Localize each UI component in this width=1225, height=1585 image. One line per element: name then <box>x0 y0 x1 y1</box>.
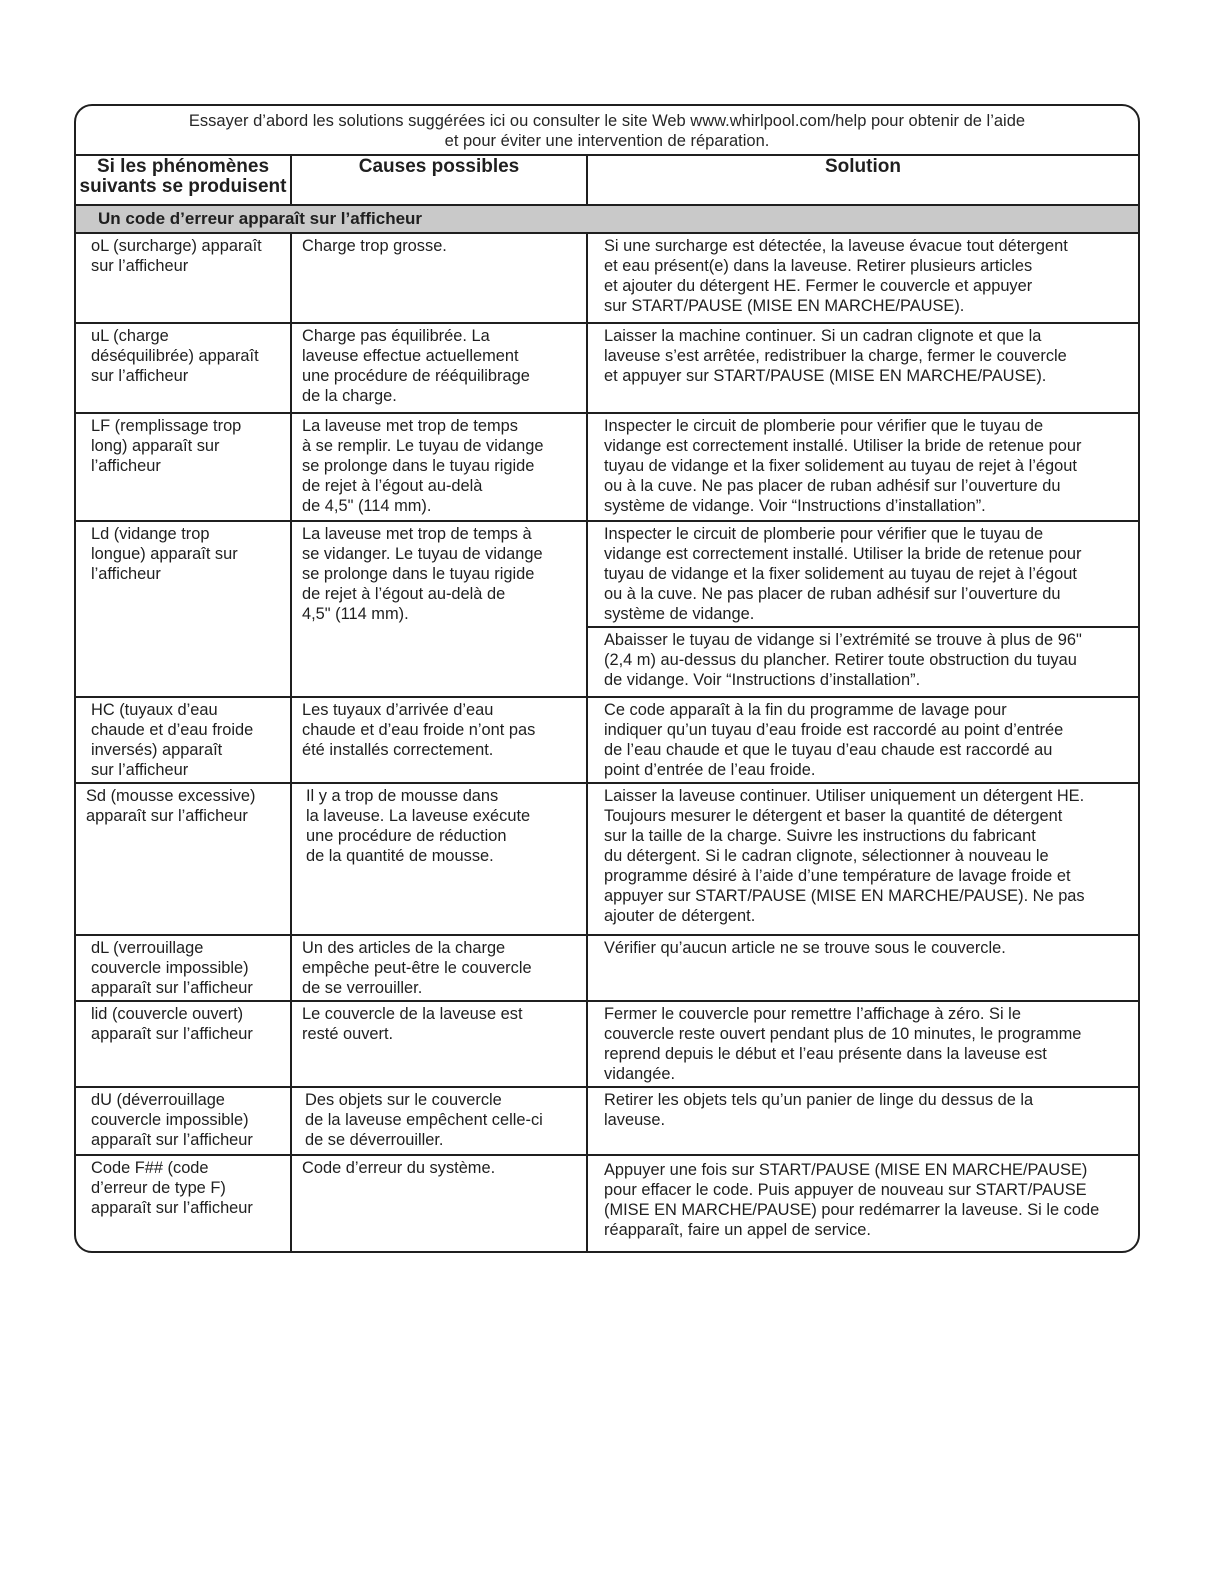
text-line: de se verrouiller. <box>302 979 423 997</box>
text-line: Inspecter le circuit de plomberie pour vérifier que le tuyau de <box>604 525 1044 543</box>
cause-cell <box>291 233 587 323</box>
text-line: de la laveuse empêchent celle-ci <box>305 1111 543 1129</box>
text-line: Si une surcharge est détectée, la laveuse évacue tout détergent <box>604 237 1068 255</box>
text-line: et eau présent(e) dans la laveuse. Retirer plusieurs articles <box>604 257 1033 275</box>
header-row <box>76 156 1138 205</box>
header-causes: Causes possibles <box>291 156 587 205</box>
table-row <box>76 935 1138 1001</box>
text-line: de se déverrouiller. <box>305 1131 444 1149</box>
table-row <box>76 323 1138 413</box>
text-line: resté ouvert. <box>302 1025 394 1043</box>
text-line: indiquer qu’un tuyau d’eau froide est raccordé au point d’entrée <box>604 721 1064 739</box>
intro-line-2: et pour éviter une intervention de réparation. <box>444 132 770 150</box>
problem-cell <box>76 1001 291 1087</box>
text-line: Laisser la laveuse continuer. Utiliser uniquement un détergent HE. <box>604 787 1085 805</box>
solution-cell <box>587 783 1138 935</box>
text-line: apparaît sur l’afficheur <box>86 807 248 825</box>
intro-note <box>76 106 1138 156</box>
text-line: de rejet à l’égout au-delà <box>302 477 483 495</box>
text-line: de rejet à l’égout au-delà de <box>302 585 506 603</box>
text-line: système de vidange. Voir “Instructions d’installation”. <box>604 497 986 515</box>
text-line: ajouter de détergent. <box>604 907 756 925</box>
text-line: une procédure de rééquilibrage <box>302 367 530 385</box>
text-line: Code d’erreur du système. <box>302 1159 496 1177</box>
text-line: ou à la cuve. Ne pas placer de ruban adhésif sur l’ouverture du <box>604 477 1061 495</box>
text-line: déséquilibrée) apparaît <box>91 347 259 365</box>
text-line: couvercle impossible) <box>91 959 249 977</box>
text-line: d’erreur de type F) <box>91 1179 226 1197</box>
text-line: été installés correctement. <box>302 741 494 759</box>
text-line: lid (couvercle ouvert) <box>91 1005 244 1023</box>
text-line: de la charge. <box>302 387 397 405</box>
text-line: laveuse. <box>604 1111 666 1129</box>
text-line: uL (charge <box>91 327 169 345</box>
cause-cell <box>291 413 587 521</box>
text-line: (2,4 m) au-dessus du plancher. Retirer toute obstruction du tuyau <box>604 651 1077 669</box>
solution-cell <box>587 1155 1138 1251</box>
text-line: dL (verrouillage <box>91 939 204 957</box>
header-problem-line-1: Si les phénomènes <box>96 156 270 177</box>
cause-cell <box>291 1001 587 1087</box>
solution-cell <box>587 1087 1138 1155</box>
table-row <box>76 1155 1138 1251</box>
text-line: Ce code apparaît à la fin du programme de lavage pour <box>604 701 1007 719</box>
solution-cell <box>587 935 1138 1001</box>
solution-cell <box>587 1001 1138 1087</box>
text-line: laveuse effectue actuellement <box>302 347 519 365</box>
text-line: chaude et d’eau froide n’ont pas <box>302 721 536 739</box>
text-line: Des objets sur le couvercle <box>305 1091 502 1109</box>
text-line: Sd (mousse excessive) <box>86 787 256 805</box>
problem-cell <box>76 697 291 783</box>
text-line: dU (déverrouillage <box>91 1091 225 1109</box>
problem-cell <box>76 935 291 1001</box>
text-line: oL (surcharge) apparaît <box>91 237 262 255</box>
troubleshooting-table-frame <box>74 104 1140 1253</box>
table-row <box>76 413 1138 521</box>
text-line: et appuyer sur START/PAUSE (MISE EN MARCHE/PAUSE). <box>604 367 1047 385</box>
text-line: se vidanger. Le tuyau de vidange <box>302 545 543 563</box>
text-line: Ld (vidange trop <box>91 525 210 543</box>
text-line: vidangée. <box>604 1065 676 1083</box>
text-line: LF (remplissage trop <box>91 417 242 435</box>
text-line: long) apparaît sur <box>91 437 220 455</box>
text-line: à se remplir. Le tuyau de vidange <box>302 437 544 455</box>
table-row <box>76 521 1138 627</box>
text-line: Il y a trop de mousse dans <box>306 787 499 805</box>
text-line: Charge pas équilibrée. La <box>302 327 490 345</box>
section-title: Un code d’erreur apparaît sur l’afficheur <box>76 205 1138 233</box>
text-line: reprend depuis le début et l’eau présente dans la laveuse est <box>604 1045 1047 1063</box>
table-row <box>76 233 1138 323</box>
text-line: de la quantité de mousse. <box>306 847 494 865</box>
text-line: inversés) apparaît <box>91 741 223 759</box>
cause-cell <box>291 1155 587 1251</box>
text-line: système de vidange. <box>604 605 755 623</box>
intro-line-1: Essayer d’abord les solutions suggérées ici ou consulter le site Web www.whirlpool.com/help pour obtenir de l’aide <box>188 112 1026 130</box>
text-line: du détergent. Si le cadran clignote, sélectionner à nouveau le <box>604 847 1049 865</box>
text-line: se prolonge dans le tuyau rigide <box>302 565 535 583</box>
text-line: de vidange. Voir “Instructions d’installation”. <box>604 671 921 689</box>
text-line: apparaît sur l’afficheur <box>91 1131 253 1149</box>
text-line: Les tuyaux d’arrivée d’eau <box>302 701 494 719</box>
text-line: l’afficheur <box>91 457 161 475</box>
text-line: appuyer sur START/PAUSE (MISE EN MARCHE/PAUSE). Ne pas <box>604 887 1085 905</box>
text-line: empêche peut-être le couvercle <box>302 959 532 977</box>
text-line: couvercle impossible) <box>91 1111 249 1129</box>
text-line: réapparaît, faire un appel de service. <box>604 1221 871 1239</box>
section-row <box>76 205 1138 233</box>
text-line: Appuyer une fois sur START/PAUSE (MISE EN MARCHE/PAUSE) <box>604 1161 1088 1179</box>
solution-cell <box>587 627 1138 697</box>
text-line: apparaît sur l’afficheur <box>91 979 253 997</box>
text-line: La laveuse met trop de temps à <box>302 525 532 543</box>
table-row <box>76 697 1138 783</box>
text-line: vidange est correctement installé. Utiliser la bride de retenue pour <box>604 545 1082 563</box>
problem-cell <box>76 783 291 935</box>
text-line: ou à la cuve. Ne pas placer de ruban adhésif sur l’ouverture du <box>604 585 1061 603</box>
text-line: HC (tuyaux d’eau <box>91 701 218 719</box>
text-line: apparaît sur l’afficheur <box>91 1199 253 1217</box>
text-line: tuyau de vidange et la fixer solidement au tuyau de rejet à l’égout <box>604 565 1077 583</box>
text-line: tuyau de vidange et la fixer solidement au tuyau de rejet à l’égout <box>604 457 1077 475</box>
solution-cell <box>587 233 1138 323</box>
text-line: et ajouter du détergent HE. Fermer le couvercle et appuyer <box>604 277 1033 295</box>
text-line: Vérifier qu’aucun article ne se trouve sous le couvercle. <box>604 939 1006 957</box>
table-row <box>76 1087 1138 1155</box>
cause-cell <box>291 697 587 783</box>
text-line: Toujours mesurer le détergent et baser la quantité de détergent <box>604 807 1063 825</box>
text-line: 4,5" (114 mm). <box>302 605 409 623</box>
text-line: Un des articles de la charge <box>302 939 506 957</box>
text-line: pour effacer le code. Puis appuyer de nouveau sur START/PAUSE <box>604 1181 1087 1199</box>
problem-cell <box>76 233 291 323</box>
text-line: (MISE EN MARCHE/PAUSE) pour redémarrer la laveuse. Si le code <box>604 1201 1100 1219</box>
solution-cell <box>587 323 1138 413</box>
text-line: chaude et d’eau froide <box>91 721 254 739</box>
header-solution: Solution <box>587 156 1138 205</box>
problem-cell <box>76 521 291 697</box>
text-line: longue) apparaît sur <box>91 545 238 563</box>
text-line: Retirer les objets tels qu’un panier de linge du dessus de la <box>604 1091 1034 1109</box>
text-line: sur l’afficheur <box>91 761 189 779</box>
text-line: sur la taille de la charge. Suivre les instructions du fabricant <box>604 827 1036 845</box>
text-line: la laveuse. La laveuse exécute <box>306 807 531 825</box>
table-row <box>76 1001 1138 1087</box>
text-line: de 4,5" (114 mm). <box>302 497 432 515</box>
problem-cell <box>76 413 291 521</box>
text-line: apparaît sur l’afficheur <box>91 1025 253 1043</box>
solution-cell <box>587 521 1138 627</box>
header-problem-line-2: suivants se produisent <box>79 176 287 197</box>
text-line: point d’entrée de l’eau froide. <box>604 761 816 779</box>
troubleshooting-table <box>76 156 1138 1251</box>
text-line: La laveuse met trop de temps <box>302 417 518 435</box>
text-line: Abaisser le tuyau de vidange si l’extrémité se trouve à plus de 96" <box>604 631 1082 649</box>
cause-cell <box>291 1087 587 1155</box>
text-line: Le couvercle de la laveuse est <box>302 1005 523 1023</box>
text-line: l’afficheur <box>91 565 161 583</box>
problem-cell <box>76 323 291 413</box>
problem-cell <box>76 1155 291 1251</box>
text-line: sur l’afficheur <box>91 367 189 385</box>
text-line: Code F## (code <box>91 1159 209 1177</box>
cause-cell <box>291 323 587 413</box>
text-line: de l’eau chaude et que le tuyau d’eau chaude est raccordé au <box>604 741 1053 759</box>
solution-cell <box>587 697 1138 783</box>
text-line: Charge trop grosse. <box>302 237 447 255</box>
text-line: vidange est correctement installé. Utiliser la bride de retenue pour <box>604 437 1082 455</box>
text-line: sur START/PAUSE (MISE EN MARCHE/PAUSE). <box>604 297 965 315</box>
header-problem <box>76 156 291 205</box>
text-line: se prolonge dans le tuyau rigide <box>302 457 535 475</box>
text-line: Inspecter le circuit de plomberie pour vérifier que le tuyau de <box>604 417 1044 435</box>
solution-cell <box>587 413 1138 521</box>
text-line: Fermer le couvercle pour remettre l’affichage à zéro. Si le <box>604 1005 1021 1023</box>
cause-cell <box>291 783 587 935</box>
text-line: sur l’afficheur <box>91 257 189 275</box>
text-line: laveuse s’est arrêtée, redistribuer la charge, fermer le couvercle <box>604 347 1067 365</box>
text-line: Laisser la machine continuer. Si un cadran clignote et que la <box>604 327 1042 345</box>
cause-cell <box>291 521 587 697</box>
problem-cell <box>76 1087 291 1155</box>
table-row <box>76 783 1138 935</box>
text-line: une procédure de réduction <box>306 827 507 845</box>
text-line: programme désiré à l’aide d’une température de lavage froide et <box>604 867 1071 885</box>
cause-cell <box>291 935 587 1001</box>
text-line: couvercle reste ouvert pendant plus de 10 minutes, le programme <box>604 1025 1082 1043</box>
